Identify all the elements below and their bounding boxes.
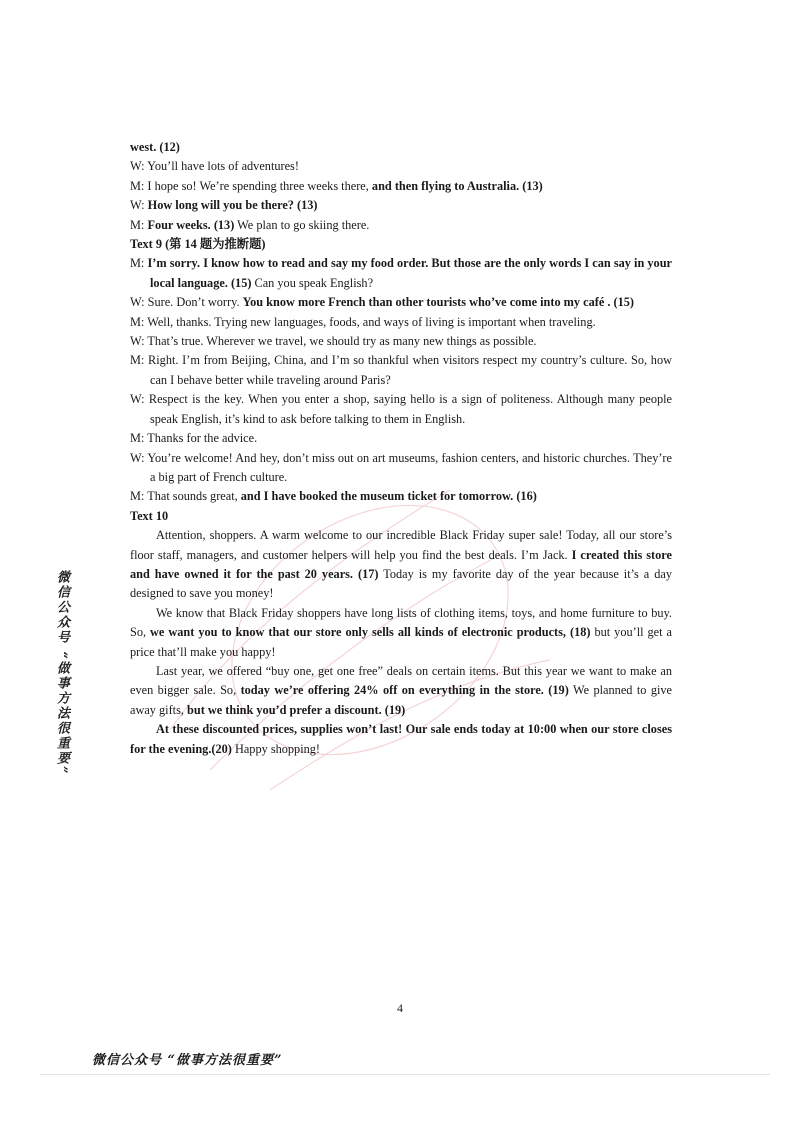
answer-key-text: Four weeks. (13) [147, 217, 235, 232]
side-watermark-text: 微信公众号 “做事方法很重要” [54, 570, 69, 776]
transcript-text: Happy shopping! [231, 741, 321, 756]
transcript-line [130, 351, 672, 390]
footer-rule [40, 1074, 770, 1075]
transcript-text: W: [130, 198, 148, 213]
transcript-text: Last year, we offered “buy one, get one free” deals on certain items. But this year we want to make an even bigger sale. So, [130, 663, 672, 698]
transcript-line [130, 254, 672, 293]
transcript-text: Can you speak English? [251, 275, 374, 290]
answer-key-text: and then flying to Australia. (13) [371, 178, 543, 193]
answer-key-text: You know more French than other tourists who’ve come into my café . (15) [242, 295, 635, 310]
transcript-line [130, 216, 672, 235]
transcript-text: W: You’re welcome! And hey, don’t miss out on art museums, fashion centers, and historic churches. They’re a big part of French culture. [130, 450, 672, 484]
transcript-text: Today is my favorite day of the year because it’s a day designed to save you money! [130, 566, 672, 601]
answer-key-text: and I have booked the museum ticket for tomorrow. (16) [240, 489, 537, 504]
transcript-text: W: You’ll have lots of adventures! [130, 159, 299, 174]
transcript-text: M: I hope so! We’re spending three weeks there, [130, 178, 372, 193]
transcript-line [130, 720, 672, 759]
transcript-text: M: Thanks for the advice. [130, 431, 258, 446]
transcript-line [130, 177, 672, 196]
answer-key-text: How long will you be there? (13) [147, 198, 318, 213]
transcript-text: M: That sounds great, [130, 489, 241, 504]
transcript-text: We planned to give away gifts, [130, 683, 672, 717]
transcript-line [130, 604, 672, 662]
answer-key-text: At these discounted prices, supplies won’t last! Our sale ends today at 10:00 when our store closes for the evening.(20) [130, 722, 672, 756]
answer-key-text: I created this store and have owned it for the past 20 years. (17) [130, 547, 672, 581]
transcript-text: but you’ll get a price that’ll make you happy! [130, 625, 672, 659]
transcript-text: We plan to go skiing there. [234, 217, 370, 232]
answer-key-text: we want you to know that our store only sells all kinds of electronic products, (18) [150, 625, 591, 640]
transcript-text: M: Well, thanks. Trying new languages, foods, and ways of living is important when traveling. [130, 314, 596, 329]
answer-key-text: Text 9 (第 14 题为推断题) [130, 237, 266, 252]
transcript-body [130, 138, 672, 759]
transcript-text: We know that Black Friday shoppers have long lists of clothing items, toys, and home furniture to buy. So, [130, 605, 672, 640]
transcript-text: M: Right. I’m from Beijing, China, and I’m so thankful when visitors respect my country’s culture. So, how can I behave better while traveling around Paris? [130, 353, 672, 387]
transcript-line [130, 429, 672, 448]
footer-text: 微信公众号 “做事方法很重要” [92, 1053, 283, 1068]
transcript-line [130, 196, 672, 215]
answer-key-text: Text 10 [130, 508, 169, 523]
transcript-text: Attention, shoppers. A warm welcome to our incredible Black Friday super sale! Today, all our store’s floor staff, managers, and customer helpers will help you find the best deals. I’m Jack. [130, 528, 672, 562]
transcript-line [130, 138, 672, 157]
transcript-text: M: [130, 256, 148, 271]
transcript-line [130, 449, 672, 488]
transcript-line [130, 293, 672, 312]
transcript-text: W: Sure. Don’t worry. [130, 295, 243, 310]
transcript-text: W: Respect is the key. When you enter a shop, saying hello is a sign of politeness. Although many people speak English, it’s kind to ask before talking to them in English. [130, 392, 672, 426]
transcript-line [130, 507, 672, 526]
transcript-text: W: That’s true. Wherever we travel, we should try as many new things as possible. [130, 334, 537, 349]
transcript-line [130, 487, 672, 506]
transcript-line [130, 526, 672, 604]
transcript-line [130, 662, 672, 720]
answer-key-text: west. (12) [130, 140, 180, 154]
transcript-line [130, 157, 672, 176]
answer-key-text: today we’re offering 24% off on everything in the store. (19) [240, 683, 569, 698]
transcript-line [130, 235, 672, 254]
transcript-line [130, 313, 672, 332]
answer-key-text: I’m sorry. I know how to read and say my food order. But those are the only words I can say in your local language. (15) [147, 256, 672, 290]
page-number: 4 [397, 1001, 403, 1015]
transcript-line [130, 390, 672, 429]
answer-key-text: but we think you’d prefer a discount. (19) [187, 702, 406, 717]
transcript-text: M: [130, 217, 148, 232]
transcript-line [130, 332, 672, 351]
